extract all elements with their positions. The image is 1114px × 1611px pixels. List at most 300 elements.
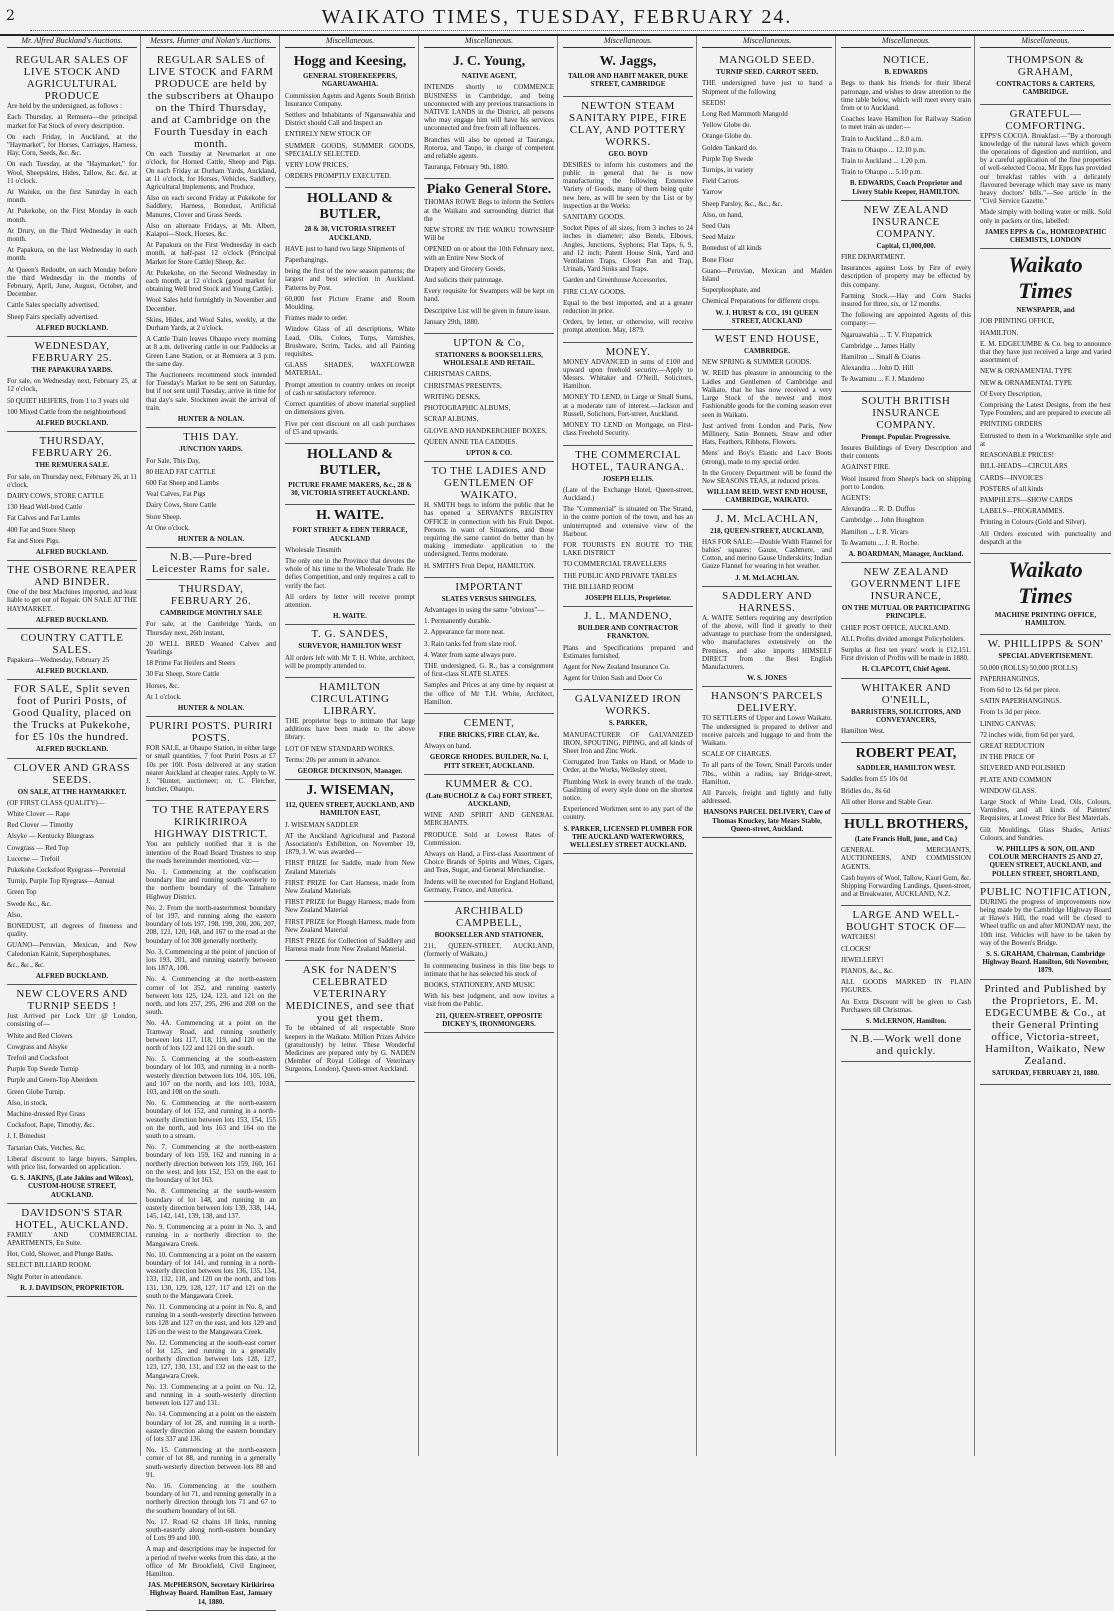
ad-line: HAS FOR SALE:—Double Width Flannel for babies' squares; Gauze, Cashmere, and Cotton, and merino Gause Underskirts; Indian Gauze Flannel for wearing in hot weather. xyxy=(702,537,832,571)
ad-line: Cowgrass — Red Top xyxy=(7,843,69,852)
ad-line: GREAT REDUCTION xyxy=(980,741,1045,750)
ad-line: Red Clover — Timothy xyxy=(7,821,74,830)
ad-line: No. 11. Commencing at a point in No. 8, and running in a south-westerly direction between lots 128 and 127 on the east, and lots 129 and 126 on the west to the Mangawara Creek. xyxy=(146,1302,276,1336)
advertisement xyxy=(285,780,415,961)
ad-line: In the Grocery Department will be found the New SEASONS TEAS, at reduced prices. xyxy=(702,468,832,485)
ad-line: NEW & ORNAMENTAL TYPE xyxy=(980,367,1073,376)
ad-title: CLOVER AND GRASS SEEDS. xyxy=(13,761,131,786)
ad-title: THE COMMERCIAL HOTEL, TAURANGA. xyxy=(571,448,685,473)
ad-line: Printing in Colours (Gold and Silver). xyxy=(980,518,1087,527)
ad-line: Correct quantities of above material supplied on dimensions given. xyxy=(285,400,415,417)
ad-line: THE undersigned, G. R., has a consignment of first-class SLATE SLATES. xyxy=(424,661,554,679)
ad-line: Purple and Green-Top Aberdeen xyxy=(7,1076,98,1085)
ad-line: No. 9. Commencing at a point in No. 3, and running in a northerly direction to the Mangawara Creek. xyxy=(146,1223,276,1248)
ad-line: HAMILTON. xyxy=(980,328,1019,337)
ad-line: Window Glass of all descriptions, White Lead, Oils, Colors, Turps, Varnishes, Brushware, Scrim, Tacks, and all Painting requisites. xyxy=(285,325,415,359)
ad-line: CARDS—INVOICES xyxy=(980,473,1044,482)
advertisement xyxy=(702,51,832,330)
ad-line: FIRE CLAY GOODS. xyxy=(563,287,626,296)
column-heading: Miscellaneous. xyxy=(980,36,1111,48)
ad-line: No. 8. Commencing at the south-western boundary of lot 148, and running in an easterly direction between lots 139, 338, 144, 145, 142, 141, 139, 138, and 137. xyxy=(146,1187,276,1220)
ad-line: From 6d to 12s 6d per piece. xyxy=(980,685,1061,694)
ad-line: Also on each second Friday at Pukekohe for Saddlery, Harness, Bonedust, Artificial Manures, Clover and Grass Seeds. xyxy=(146,194,276,219)
ad-line: The following are appointed Agents of this company:— xyxy=(841,311,971,328)
ad-line: LABELS—PROGRAMMES. xyxy=(980,507,1065,516)
ad-subtitle: BARRISTERS, SOLICITORS, AND CONVEYANCERS, xyxy=(851,707,961,724)
ad-title: Waikato Times xyxy=(1008,252,1083,304)
ad-line: 60,000 feet Picture Frame and Room Moulding. xyxy=(285,294,415,312)
ad-line: On each Tuesday, at the "Haymarket," for Wool, Sheepskins, Hides, Tallow, &c. &c. at 11 o'clock. xyxy=(7,160,137,185)
ad-subtitle: 112, QUEEN STREET, AUCKLAND, AND HAMILTON EAST, xyxy=(285,801,415,818)
ad-title: ARCHIBALD CAMPBELL, xyxy=(454,905,524,930)
ad-signature: GEORGE RHODES. BUILDER, No. 1, PITT STREET, AUCKLAND. xyxy=(429,753,549,770)
ad-subtitle: THE REMUERA SALE. xyxy=(34,461,110,470)
ad-title: LARGE AND WELL-BOUGHT STOCK OF— xyxy=(845,909,967,934)
ad-line: No. 1. Commencing at the confiscation boundary line and running south-westerly to the northern boundary of the Tamahere Highway District. xyxy=(146,867,276,901)
ad-line: PAPERHANGINGS, xyxy=(980,674,1040,683)
ad-line: 211, QUEEN-STREET, AUCKLAND, (formerly of Waikato,) xyxy=(424,942,554,959)
ad-line: SEEDS! xyxy=(702,98,726,107)
ad-line: Indents will be executed for England Holland, Germany, France, and America. xyxy=(424,877,554,894)
ad-line: Orange Globe do. xyxy=(702,132,752,141)
ad-signature: W. J. HURST & CO., 191 QUEEN STREET, AUCKLAND xyxy=(715,308,819,325)
ad-subtitle: CAMBRIDGE MONTHLY SALE xyxy=(159,609,263,618)
ad-title: HAMILTON CIRCULATING LIBRARY. xyxy=(310,680,390,717)
ad-line: Gilt Mouldings, Glass Shades, Artists' Colours, and Sundries. xyxy=(980,825,1111,842)
advertisement xyxy=(702,687,832,838)
ad-line: One of the best Machines imported, and least liable to get out of Repair. ON SALE AT THE HAYMARKET. xyxy=(7,588,137,613)
ad-line: No. 4. Commencing at the north-eastern corner of lot 352, and running easterly between lots 125, 124, 123, and 121 on the north, and lots 257, 295, 296 and 208 on the south. xyxy=(146,975,276,1017)
advertisement xyxy=(146,428,276,548)
ad-title: SADDLERY AND HARNESS. xyxy=(722,589,812,614)
ad-title: REGULAR SALES OF LIVE STOCK AND AGRICULTURAL PRODUCE xyxy=(15,54,129,103)
ad-line: Garden and Greenhouse Accessories. xyxy=(563,276,668,285)
ad-line: Turnips, in variety xyxy=(702,166,754,175)
ad-line: Train to Ohaupo ... 5.10 p.m. xyxy=(841,168,923,177)
ad-line: Terms: 20s per annum in advance. xyxy=(285,755,381,764)
advertisement xyxy=(841,201,971,392)
ad-line: SUMMER GOODS, SUMMER GOODS, SPECIALLY SELECTED. xyxy=(285,141,415,158)
ad-line: All orders left with Mr T. H. White, architect, will be promptly attended to. xyxy=(285,653,415,670)
ad-line: MANUFACTURER OF GALVANIZED IRON, SPOUTING, PIPING, and all kinds of Sheet Iron and Zinc Work. xyxy=(563,730,693,755)
ad-line: PRODUCE Sold at Lowest Rates of Commission. xyxy=(424,830,554,847)
ad-line: 30 Fat Sheep, Store Cattle xyxy=(146,670,220,679)
ad-subtitle: CAMBRIDGE. xyxy=(743,347,791,356)
ad-line: FOR SALE, at Ohaupo Station, in either large or small quantities, 7 foot Puriri Posts at £7 10s per 100. Posts delivered at any station nearer Auckland at cheaper rates. Apply to W. J. "Hunter, auctioneer; or, C. Fletcher, butcher, Ohaupo. xyxy=(146,744,276,794)
ad-line: All other Horse and Stable Gear. xyxy=(841,797,933,806)
ad-subtitle: GENERAL STOREKEEPERS, NGARUAWAHIA. xyxy=(302,72,397,89)
ad-subtitle: FIRE BRICKS, FIRE CLAY, &c. xyxy=(438,730,540,739)
ad-line: REASONABLE PRICES! xyxy=(980,451,1055,460)
ad-line: Made simply with boiling water or milk. Sold only in packets or tins, labelled: xyxy=(980,208,1111,225)
ad-line: Sheep Parsley, &c., &c., &c. xyxy=(702,199,783,208)
ad-subtitle: BOOKSELLER AND STATIONER, xyxy=(434,931,544,940)
ad-line: Veal Calves, Fat Pigs xyxy=(146,490,206,499)
ad-line: INTENDS shortly to COMMENCE BUSINESS in Cambridge, and being unconnected with any previous transactions in NATIVE LANDS in the District, all persons who may engage him will have his services unconnected and free from all influences. xyxy=(424,83,554,133)
ad-line: GLOVE AND HANDKERCHIEF BOXES, xyxy=(424,426,547,435)
ad-line: Each Thursday, at Remuera—the principal market for Fat Stock of every description. xyxy=(7,113,137,130)
ad-title: FOR SALE, Split seven foot of Puriri Posts, of Good Quality, placed on the Trucks at Pukekohe, for £5 10s the hundred. xyxy=(12,683,132,744)
ad-line: The only one in the Province that devotes the whole of his time to the Wholesale Trade. He defies Competition, and only requires a call to verify the fact. xyxy=(285,556,415,590)
ad-line: AGENTS: xyxy=(841,493,871,502)
ad-line: TO SETTLERS of Upper and Lower Waikato. The undersigned is prepared to deliver and receive parcels and luggage to and from the Waikato. xyxy=(702,714,833,747)
ad-line: To all parts of the Town, Small Parcels under 7lbs., within a radius, say Bridge-street, Hamilton. xyxy=(702,761,832,786)
ad-title: N.B.—Work well done and quickly. xyxy=(850,1033,962,1058)
ad-line: Mens' and Boy's Elastic and Lace Boots (strong), made to my special order. xyxy=(702,449,832,466)
masthead-title: WAIKATO TIMES, TUESDAY, FEBRUARY 24. xyxy=(321,6,793,28)
ad-title: MANGOLD SEED. xyxy=(719,54,815,67)
advertisement xyxy=(702,330,832,509)
ad-signature: W. S. JONES xyxy=(747,674,787,683)
ad-line: 20 WELL BRED Weaned Calves and Yearlings xyxy=(146,639,276,656)
ad-signature: ALFRED BUCKLAND. xyxy=(35,667,109,676)
ad-line: Cash buyers of Wool, Tallow, Kauri Gum, &c. Shipping Forwarding Landings, Queen-street, and at Breakwater, AUCKLAND, N.Z. xyxy=(841,873,971,899)
ad-line: No. 6. Commencing at the north-eastern boundary of lot 152, and running in a north-westerly direction between lots 153, 154, 155 on the north, and lots 163 and 164 on the south to a stream. xyxy=(146,1099,276,1141)
ad-line: From 1s 3d per piece. xyxy=(980,708,1041,717)
ad-subtitle: SPECIAL ADVERTISEMENT. xyxy=(998,652,1093,661)
ad-title: J. WISEMAN, xyxy=(306,783,394,799)
ad-line: For Sale, This Day, xyxy=(146,456,201,465)
ad-line: Farming Stock.—Hay and Corn Stacks insured for three, six, or 12 months. xyxy=(841,291,971,309)
advertisement xyxy=(424,179,554,334)
ad-line: Ngaruawahia ... T. V. Fitzpatrick xyxy=(841,330,933,339)
page-number: 2 xyxy=(6,8,15,24)
advertisement xyxy=(563,690,693,854)
advertisement xyxy=(841,679,971,744)
ad-line: The "Commercial" is situated on The Strand, in the centre portion of the town, and has an uninterrupted and extensive view of the Harbour. xyxy=(563,505,693,538)
ad-subtitle: TAILOR AND HABIT MAKER, DUKE STREET, CAMBRIDGE xyxy=(567,72,689,89)
advertisement xyxy=(146,801,276,1610)
ad-line: Machine-dressed Rye Grass xyxy=(7,1110,86,1119)
ad-line: Also, in stock, xyxy=(7,1098,48,1107)
ad-title: PUBLIC NOTIFICATION, xyxy=(980,885,1111,898)
ad-line: The Auctioneers recommend stock intended for Tuesday's Market to be sent on Saturday, but if not sent until Tuesday, arrive in time for that day's sale. Stockmen await the arrival of train. xyxy=(146,371,276,412)
ad-line: DESIRES to inform his customers and the public in general that he is now manufacturing the following Extensive Variety of Goods, many of them being quite new here, as will be seen by the List or by inspection at the Works: xyxy=(563,160,693,210)
ad-line: 1. Permanently durable. xyxy=(424,617,491,626)
column-7 xyxy=(838,36,975,1456)
column-heading: Miscellaneous. xyxy=(841,36,971,48)
ad-line: January 29th, 1880. xyxy=(424,317,480,326)
ad-signature: ALFRED BUCKLAND. xyxy=(35,323,109,332)
ad-signature: H. CLAPCOTT, Chief Agent. xyxy=(861,665,951,674)
ad-line: Turnip, Purple Top Ryegrass—Annual xyxy=(7,877,115,886)
advertisement xyxy=(146,580,276,717)
ad-signature: ALFRED BUCKLAND. xyxy=(35,745,109,754)
ad-subtitle: TURNIP SEED. CARROT SEED. xyxy=(716,68,818,77)
ad-line: For sale, on Wednesday next, February 25, at 12 o'clock, xyxy=(7,377,137,394)
ad-line: Green Globe Turnip. xyxy=(7,1087,66,1096)
ad-title: HANSON'S PARCELS DELIVERY. xyxy=(711,690,823,715)
ad-line: E. M. EDGECUMBE & Co. beg to announce that they have just received a large and varied assortment of xyxy=(980,339,1111,365)
ad-line: Saddles from £5 10s 0d xyxy=(841,775,908,784)
column-heading: Messrs. Hunter and Nolan's Auctions. xyxy=(146,36,276,48)
ad-title: ASK for NADEN'S CELEBRATED VETERINARY MEDICINES, and see that you get them. xyxy=(285,964,415,1025)
ad-line: FAMILY AND COMMERCIAL APARTMENTS, En Suite. xyxy=(7,1230,137,1248)
advertisement xyxy=(7,985,137,1204)
ad-line: 80 HEAD FAT CATTLE xyxy=(146,467,216,476)
masthead xyxy=(0,0,1114,36)
advertisement xyxy=(980,883,1111,980)
ad-line: Comprising the Latest Designs, from the best Type Founders, and are prepared to execute all xyxy=(980,401,1111,418)
ad-signature: 211, QUEEN-STREET, OPPOSITE DICKEY'S, IRONMONGERS. xyxy=(435,1011,543,1028)
column-2 xyxy=(143,36,280,1606)
ad-signature: JAS. McPHERSON, Secretary Kirikiriroa Highway Board. Hamilton East, January 14, 1880. xyxy=(147,1581,275,1606)
ad-title: THE OSBORNE REAPER AND BINDER. xyxy=(7,564,137,589)
ad-line: Paperhangings, xyxy=(285,256,328,265)
advertisement xyxy=(7,759,137,986)
ad-line: 2. Appearance far more neat. xyxy=(424,628,505,637)
ad-line: 18 Prime Fat Heifers and Steers xyxy=(146,659,236,668)
ad-line: Insures Buildings of Every Description and their contents xyxy=(841,443,971,461)
ad-line: Equal to the best imported, and at a greater reduction in price. xyxy=(563,298,693,316)
ad-line: Bonedust of all kinds xyxy=(702,244,762,253)
ad-line: Drapery and Grocery Goods, xyxy=(424,264,506,273)
advertisement xyxy=(285,961,415,1081)
advertisement xyxy=(285,188,415,443)
ad-line: Horses, &c. xyxy=(146,681,180,690)
ad-line: No. 14. Commencing at a point on the eastern boundary of lot 28, and running in a north-easterly direction along the eastern boundary of lots 337 and 136. xyxy=(146,1410,276,1443)
ad-signature: S. McLERNON, Hamilton. xyxy=(865,1017,947,1026)
advertisement xyxy=(702,587,832,688)
advertisement xyxy=(841,743,971,814)
advertisement xyxy=(285,51,415,188)
ad-line: J. I. Bonedust xyxy=(7,1132,46,1141)
ad-line: Every requisite for Swampers will be kept on hand. xyxy=(424,287,554,304)
ad-line: J. WISEMAN SADDLER xyxy=(285,820,359,829)
ad-line: Alexandra ... John D. Hill xyxy=(841,364,914,373)
ad-subtitle: SATURDAY, FEBRUARY 21, 1880. xyxy=(992,1068,1099,1077)
ad-signature: ALFRED BUCKLAND. xyxy=(35,419,109,428)
ad-line: Plans and Specifications prepared and Estimates furnished. xyxy=(563,643,693,660)
ad-title: WEDNESDAY, FEBRUARY 25. xyxy=(31,340,113,365)
ad-line: A map and descriptions may be inspected for a period of twelve weeks from this date, at the office of Mr Brookfield, Civil Engineer, Hamilton. xyxy=(146,1545,276,1579)
ad-line: LOT OF NEW STANDARD WORKS. xyxy=(285,744,395,753)
ad-line: Agent for New Zealand Insurance Co. xyxy=(563,662,670,671)
ad-line: Purple Top Swede xyxy=(702,154,754,163)
ad-line: Sheep Fairs specially advertised. xyxy=(7,312,99,321)
ad-line: White Clover — Rape xyxy=(7,809,70,818)
ad-subtitle: FORT STREET & EDEN TERRACE, AUCKLAND xyxy=(292,526,408,543)
ad-line: Train to Auckland ... 1.20 p.m. xyxy=(841,157,927,166)
column-heading: Miscellaneous. xyxy=(702,36,832,48)
ad-line: Tartarian Oats, Vetches, &c. xyxy=(7,1143,86,1152)
advertisement xyxy=(424,775,554,902)
ad-signature: J. M. McLACHLAN. xyxy=(735,573,799,582)
ad-line: Te Awamutu ... J. R. Roche. xyxy=(841,538,919,547)
column-3 xyxy=(282,36,419,1456)
ad-line: White and Red Clovers xyxy=(7,1031,73,1040)
ad-line: Golden Tankard do. xyxy=(702,143,758,152)
advertisement xyxy=(980,635,1111,882)
ad-line: GUANO—Peruvian, Mexican, and New Caledonian Kainit, Superphosphates. xyxy=(7,941,137,958)
ad-line: Frames made to order. xyxy=(285,314,348,323)
ad-title: J. M. McLACHLAN, xyxy=(715,512,819,525)
ad-line: POSTERS of all kinds xyxy=(980,484,1044,493)
ad-line: Corrugated Iron Tanks on Hand, or Made to Order, at the Works, Wellesley street. xyxy=(563,758,693,775)
ad-line: Orders, by letter, or otherwise, will receive prompt attention. May, 1879. xyxy=(563,318,693,335)
ad-line: Green Top xyxy=(7,888,37,897)
ad-title: COUNTRY CATTLE SALES. xyxy=(20,631,124,656)
ad-line: FIRST PRIZE for Buggy Harness, made from New Zealand Material xyxy=(285,898,415,915)
ad-line: THOMAS ROWE Begs to inform the Settlers at the Waikato and surrounding district that the xyxy=(424,198,554,223)
ad-signature: UPTON & CO. xyxy=(466,448,512,457)
ad-line: Also, on hand, xyxy=(702,210,743,219)
ad-subtitle: GEO. BOYD xyxy=(608,149,648,158)
ad-subtitle: PICTURE FRAME MAKERS, &c., 28 & 30, VICTORIA STREET AUCKLAND. xyxy=(288,480,412,498)
column-6 xyxy=(699,36,836,1456)
ad-line: For sale, at the Cambridge Yards, on Thursday next, 26th instant, xyxy=(146,620,276,637)
ad-line: QUEEN ANNE TEA CADDIES. xyxy=(424,437,518,446)
ad-line: Five per cent discount on all cash purchases of £5 and upwards. xyxy=(285,419,415,436)
ad-line: All Parcels, freight and lightly and fully addressed. xyxy=(702,789,832,806)
ad-title: GALVANIZED IRON WORKS. xyxy=(574,693,682,718)
ad-line: LINING CANVAS, xyxy=(980,719,1036,728)
ad-line: Surplus at first ten years' work is £12,151. First division of Profits will be made in 1880. xyxy=(841,645,971,663)
ad-line: WATCHES! xyxy=(841,933,876,942)
ad-line: No. 13. Commencing at a point on No. 12, and running in a south-westerly direction between lots 127 and 131. xyxy=(146,1382,276,1408)
ad-title: SOUTH BRITISH INSURANCE COMPANY. xyxy=(861,394,951,431)
ad-line: BONEDUST, all degrees of fineness and quality. xyxy=(7,921,137,939)
ad-title: Printed and Published by the Proprietors, E. M. EDGECUMBE & Co., at their General Printing office, Victoria-street, Hamilton, Waikato, New Zealand. xyxy=(984,982,1107,1067)
ad-line: No. 16. Commencing at the southern boundary of lot 71, and running generally in a northerly direction through lots 71 and 67 to the southern boundary of lot 68. xyxy=(146,1482,276,1515)
ad-line: Large Stock of White Lead, Oils, Colours, Varnishes, and all kinds of Painters' Requisites, at Lowest Price for Best Materials. xyxy=(980,797,1111,823)
ad-subtitle: CONTRACTORS & CARTERS, CAMBRIDGE. xyxy=(996,80,1095,97)
ad-line: No. 4A. Commencing at a point on the Tramway Road, and running southerly between lots 117, 118, 119, and 120 on the north of lots 122 and 121 on the south. xyxy=(146,1019,276,1053)
ad-subtitle: JUNCTION YARDS. xyxy=(179,445,243,454)
ad-line: Wholesale Tinsmith xyxy=(285,545,342,554)
ad-line: Samples and Prices at any time by request at the office of Mr T.H. White, Architect, Hamilton. xyxy=(424,681,554,706)
advertisement xyxy=(424,334,554,462)
column-1 xyxy=(4,36,141,1456)
ad-line: Purple Top Swede Turnip xyxy=(7,1065,79,1074)
ad-line: Te Awamutu ... F. J. Mandeno xyxy=(841,375,925,384)
ad-line: Coaches leave Hamilton for Railway Station to meet train as under:— xyxy=(841,115,971,132)
ad-subtitle: SADDLER, HAMILTON WEST. xyxy=(856,764,956,773)
column-4 xyxy=(421,36,558,1456)
ad-line: Yarrow xyxy=(702,188,723,197)
ad-line: Fat and Store Pigs. xyxy=(7,536,60,545)
ad-line: Skins, Hides, and Wool Sales, weekly, at the Durham Yards, at 2 o'clock. xyxy=(146,315,276,333)
ad-line: ORDERS PROMPTLY EXECUTED. xyxy=(285,172,392,181)
ad-subtitle: 28 & 30, VICTORIA STREET AUCKLAND. xyxy=(304,225,396,242)
ad-title: GRATEFUL—COMFORTING. xyxy=(1005,107,1086,132)
ad-line: Also on alternate Fridays, at Mt. Albert, Kaiapoi—Stock, Horses, &c. xyxy=(146,221,276,239)
ad-title: NEW CLOVERS AND TURNIP SEEDS ! xyxy=(16,988,128,1013)
ad-line: SELECT BILLIARD ROOM. xyxy=(7,1261,92,1270)
ad-line: (OF FIRST CLASS QUALITY)— xyxy=(7,798,105,807)
ad-line: NEW STORE IN THE WAIKU TOWNSHIP Will be xyxy=(424,226,554,243)
ad-title: Piako General Store. xyxy=(426,182,552,198)
ad-line: SANITARY GOODS. xyxy=(563,213,625,222)
ad-signature: H. WAITE. xyxy=(333,612,367,621)
ad-title: NOTICE. xyxy=(882,54,930,67)
ad-line: For sale, on Thursday next, February 26, at 11 o'clock. xyxy=(7,472,137,489)
ad-title: MONEY. xyxy=(605,345,651,358)
ad-signature: WILLIAM REID. WEST END HOUSE, CAMBRIDGE, WAIKATO. xyxy=(706,488,828,505)
ad-line: IN THE PRICE OF xyxy=(980,753,1035,762)
ad-line: HAVE just to hand two large Shipments of xyxy=(285,244,405,253)
ad-signature: HANSONS PARCEL DELIVERY, Care of Thomas Knuckey, late Mears Stable, Queen-street, Auckland. xyxy=(703,808,831,833)
ad-line: THE PUBLIC AND PRIVATE TABLES xyxy=(563,571,677,580)
ad-line: Prompt attention to country orders on receipt of cash or satisfactory reference. xyxy=(285,380,415,397)
ad-title: NEWTON STEAM SANITARY PIPE, FIRE CLAY, AND POTTERY WORKS. xyxy=(569,99,687,148)
ad-signature: JAMES EPPS & Co., HOMŒOPATHIC CHEMISTS, LONDON xyxy=(984,227,1107,245)
ad-title: NEW ZEALAND INSURANCE COMPANY. xyxy=(863,203,949,240)
ad-line: BOOKS, STATIONERY, AND MUSIC xyxy=(424,981,535,990)
ad-line: ALL Profits divided amongst Policyholders. xyxy=(841,634,965,643)
ad-subtitle: NEWSPAPER, and xyxy=(1016,306,1075,315)
ad-line: FIRST PRIZE for Saddle, made from New Zealand Materials xyxy=(285,859,415,876)
ad-line: 4. Water from same always pure. xyxy=(424,650,517,659)
ad-line: Wool insured from Sheep's back on shipping port to London. xyxy=(841,474,971,491)
advertisement xyxy=(563,97,693,343)
ad-line: Seed Oats xyxy=(702,222,731,231)
column-heading: Mr. Alfred Buckland's Auctions. xyxy=(7,36,137,48)
ad-line: On each Friday, in Auckland, at the "Haymarket", for Horses, Carriages, Harness, Hay, Corn, Seeds, &c. &c. xyxy=(7,132,137,158)
ad-line: No. 2. From the north-easternmost boundary of lot 197, and running along the eastern boundary of lots 197, 198, 199, 200, 206, 207, 208, 121, 120, 168, and 167 to the road at the boundary of lot 308 generally northerly. xyxy=(146,903,276,945)
ad-title: W. Jaggs, xyxy=(599,54,657,70)
ad-title: KUMMER & CO. xyxy=(445,777,533,790)
advertisement xyxy=(424,902,554,1033)
ad-line: THE BILLIARD ROOM xyxy=(563,582,634,591)
column-heading: Miscellaneous. xyxy=(563,36,693,48)
ad-line: At Pukekohe, on the First Monday in each month. xyxy=(7,207,137,224)
ad-line: In commencing business in this line begs to intimate that he has selected his stock of xyxy=(424,961,554,978)
ad-line: WINDOW GLASS. xyxy=(980,786,1037,795)
advertisement xyxy=(980,554,1111,635)
ad-line: W. REID has pleasure in announcing to the Ladies and Gentlemen of Cambridge and Waikato, that he has now received a very Large Stock of the newest and most Fashionable goods for the coming season ever seen in Waikato. xyxy=(702,369,832,419)
ad-line: Of Every Description, xyxy=(980,389,1043,398)
ad-subtitle: S. PARKER, xyxy=(608,719,648,728)
ad-subtitle: SURVEYOR, HAMILTON WEST xyxy=(298,642,402,651)
ad-subtitle: STATIONERS & BOOKSELLERS, WHOLESALE AND RETAIL. xyxy=(435,351,543,368)
advertisement xyxy=(563,51,693,96)
ad-line: FIRST PRIZE for Collection of Saddlery and Harness made from New Zealand Material. xyxy=(285,937,415,954)
ad-line: At Drury, on the Third Wednesday in each month. xyxy=(7,226,137,244)
ad-line: Settlers and Inhabitants of Ngaruawahia and District should Call and Inspect an xyxy=(285,111,415,128)
ad-title: IMPORTANT xyxy=(455,580,523,593)
advertisement xyxy=(424,462,554,578)
ad-line: H. SMITH'S Fruit Depot, HAMILTON. xyxy=(424,561,536,570)
ad-line: Long Red Mammoth Mangold xyxy=(702,110,788,119)
ad-line: WINE AND SPIRIT AND GENERAL MERCHANTS. xyxy=(424,811,554,828)
ad-line: JEWELLERY! xyxy=(841,955,884,964)
ad-line: Trefoil and Cocksfoot xyxy=(7,1054,69,1063)
ad-line: SCALE OF CHARGES. xyxy=(702,750,772,759)
ad-line: Insurances against Loss by Fire of every description of property may be effected by this company. xyxy=(841,264,971,289)
advertisement xyxy=(7,51,137,337)
ad-line: VERY LOW PRICES, xyxy=(285,161,349,170)
ad-line: Socket Pipes of all sizes, from 3 inches to 24 inches in diameter; also Bends, Elbows, Angles, Junctions, Syphons; Flat Taps, 6, 9, and 12 inch; Patent House Sink, Yard and Ventilation Traps, Closet Pan and Trap, Urinals, Yard Sinks and Traps. xyxy=(563,224,693,274)
ad-line: Begs to thank his friends for their liberal patronage, and wishes to draw attention to the time table below, which will meet every train from or to Auckland. xyxy=(841,79,971,113)
ad-line: SCRAP ALBUMS, xyxy=(424,415,479,424)
ad-line: (Late of the Exchange Hotel, Queen-street, Auckland.) xyxy=(563,485,693,502)
ad-line: At Pukekohe, on the Second Wednesday in each month, at 12 o'clock (good market for obtaining Well bred Stock and Young Cattle). xyxy=(146,268,276,294)
ad-line: At Queen's Redoubt, on each Monday before the third Wednesday in the months of February, April, June, August, October, and December. xyxy=(7,265,137,299)
ad-line: being the first of the new season patterns; the largest and best selection in Auckland. Patterns by Post. xyxy=(285,267,415,292)
ad-line: No. 17. Road 62 chains 18 links, running south-easterly along north-eastern boundary of Lots 99 and 100. xyxy=(146,1517,276,1543)
advertisement xyxy=(424,714,554,775)
ad-line: At Waiuku, on the first Saturday in each month. xyxy=(7,188,137,205)
ad-line: PAMPHLETS—SHOW CARDS xyxy=(980,495,1073,504)
ad-line: Just arrived from London and Paris, New Millinery, Satin Bonnets, Straw and other Hats, Feathers, Ribbons, Flowers. xyxy=(702,421,832,447)
ad-line: To be obtained of all respectable Store keepers in the Waikato. Million Prizes Advice (gratuitously) by letter. These Wonderful Medicines are prepared only by G. NADEN (Member of Royal College of Veterinary Surgeons, London), Queen-street Auckland. xyxy=(285,1024,415,1074)
masthead-rule xyxy=(30,30,1084,31)
ad-line: 600 Fat Sheep and Lambs xyxy=(146,478,219,487)
ad-line: FOR TOURISTS EN ROUTE TO THE LAKE DISTRICT xyxy=(563,540,693,558)
ad-line: DAIRY COWS, STORE CATTLE xyxy=(7,491,104,500)
ad-title: H. WAITE. xyxy=(316,508,384,524)
